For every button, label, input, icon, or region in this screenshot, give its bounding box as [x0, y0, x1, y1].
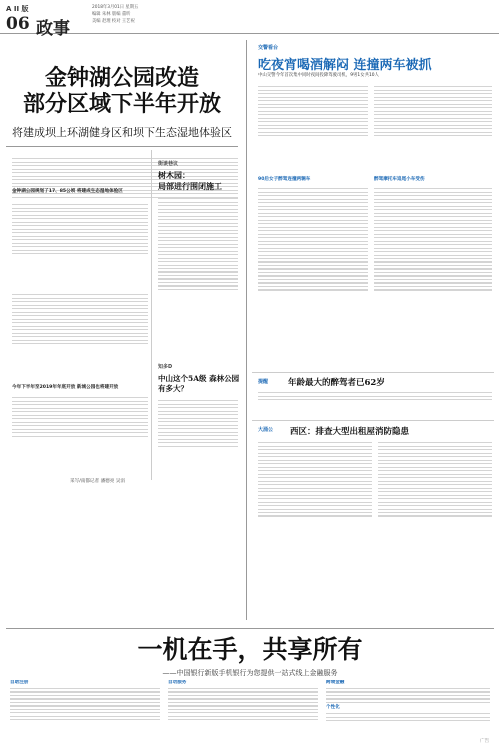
- story2-subtitle: 中山交警今年首次集中同时夜间投降驾驶司机，9男1女共10人: [258, 73, 379, 78]
- ad-point-4: 个性化: [326, 705, 340, 711]
- page-divider: [246, 40, 247, 620]
- column-heading: 局部进行围闭施工: [158, 181, 222, 191]
- ad-title: 一机在手，共享所有: [137, 635, 363, 664]
- story1-body-2: [12, 202, 148, 290]
- paper-logo: A II 版: [6, 5, 29, 13]
- story1-headline-line1: 金钟湖公园改造: [44, 65, 199, 91]
- ad-body-3: [326, 680, 490, 746]
- story4-body-1: [258, 440, 372, 620]
- story3-headline: 年龄最大的醉驾者已62岁: [288, 378, 385, 388]
- story3-label: 提醒: [258, 379, 269, 385]
- story2-subhead-right: 醉驾摩托车追尾小车受伤: [374, 177, 425, 182]
- story2-body-4: [374, 186, 492, 366]
- column-body: [158, 196, 238, 354]
- story4-headline: 西区：排查大型出租屋消防隐患: [290, 427, 410, 437]
- story1-byline: 采写/南都记者 潘德亮 吴涓: [70, 479, 126, 484]
- rule: [6, 146, 238, 147]
- ad-body-2: [168, 680, 318, 746]
- column-label: 街谈巷议: [158, 161, 179, 167]
- story1-subhead-2: 今年下半年至2019年年底开放 新城公园也将建开放: [12, 385, 119, 390]
- story2-subhead: 90后女子醉驾连撞两辆车: [258, 177, 311, 182]
- knowmore-heading: 中山这个5A级 森林公园有多大？: [158, 374, 240, 393]
- column-divider: [151, 150, 152, 480]
- story1-subhead-1: 金钟湖公园规划了17、85公顷 将建成生态湿地体验区: [12, 189, 123, 194]
- story2-body-2: [258, 186, 368, 366]
- page-meta: [92, 4, 212, 25]
- ad-subtitle: ——中国银行新版手机银行为您提供一站式线上金融服务: [162, 669, 338, 677]
- story1-subtitle: 将建成坝上环湖健身区和坝下生态湿地体验区: [12, 126, 232, 139]
- meta-date: 2018年3月01日 星期五: [92, 5, 139, 10]
- section-name: 政事: [36, 19, 70, 39]
- story4-body-2: [378, 440, 492, 620]
- ad-point-3: 跨境金融: [326, 680, 345, 685]
- story2-label: 交警看台: [258, 45, 279, 51]
- ad-top-rule: [6, 628, 494, 629]
- meta-design: 美编 赵理 校对 王艺祝: [92, 19, 135, 24]
- story2-body-3: [374, 84, 492, 174]
- story1-body-4: [12, 395, 148, 475]
- ad-body-1: [10, 680, 160, 746]
- story2-headline: 吃夜宵喝酒解闷 连撞两车被抓: [258, 58, 432, 73]
- knowmore-body: [158, 398, 238, 483]
- ad-point-1: 自助注册: [10, 680, 29, 685]
- story1-body-3: [12, 292, 148, 382]
- ad-banner: [10, 636, 490, 678]
- ad-point-2: 自动服务: [168, 680, 187, 685]
- column-author: 树木园：: [158, 170, 190, 180]
- ad-mark: 广告: [480, 739, 490, 744]
- page-header: [0, 0, 499, 39]
- story1-headline-line2: 部分区域下半年开放: [22, 91, 221, 117]
- story2-body-1: [258, 84, 368, 174]
- story3-body: [258, 390, 492, 412]
- knowmore-label: 知多D: [158, 364, 173, 370]
- meta-editors: 编辑 朱林 版编 董昕: [92, 12, 131, 17]
- page-number: 06: [6, 14, 30, 34]
- story4-label: 大涌公: [258, 427, 274, 433]
